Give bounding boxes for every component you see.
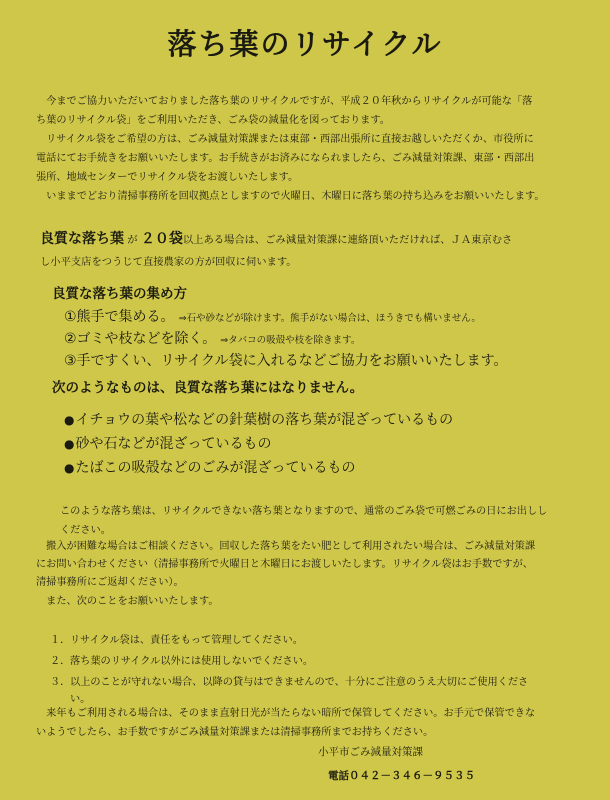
condition-rest: 以上ある場合は、ごみ減量対策課に連絡頂いただければ、ＪＡ東京むさ (182, 234, 513, 246)
list-item-text: 以上のことが守れない場合、以降の貸与はできませんので、十分にご注意のうえ大切にご使用くださ (70, 677, 529, 688)
list-item-text: たばこの吸殻などのごみが混ざっているもの (75, 460, 356, 476)
list-item (50, 651, 528, 672)
bullet-icon: ● (64, 413, 75, 427)
phone-number: 電話０４２－３４６－９５３５ (328, 770, 475, 782)
intro-line: いままでどおり清掃事務所を回収拠点としますので火曜日、木曜日に落ち葉の持ち込みをお願いいたします。 (36, 191, 545, 202)
intro-line: 今までご協力いただいておりました落ち葉のリサイクルですが、平成２０年秋からリサイクルが可能な「落 (36, 96, 533, 107)
bullet-icon: ● (64, 461, 75, 475)
note-line: いようでしたら、お手数ですがごみ減量対策課または清掃事務所までお持ちください。 (36, 727, 434, 738)
step-main: ③手ですくい、リサイクル袋に入れるなどご協力をお願いいたします。 (64, 353, 508, 369)
list-item-text: イチョウの葉や松などの針葉樹の落ち葉が混ざっているもの (75, 412, 454, 428)
intro-paragraph (36, 92, 545, 206)
condition-line-2: し小平支店をつうじて直接農家の方が回収に伺います。 (40, 256, 297, 268)
list-item (64, 408, 453, 432)
list-number: ３． (50, 677, 71, 688)
note-line: 来年もご利用される場合は、そのまま直射日光が当たらない暗所で保管してください。お手元で保管できな (36, 708, 536, 719)
intro-line: 張所、地域センターでリサイクル袋をお渡しいたします。 (36, 172, 299, 183)
collect-steps (64, 306, 507, 372)
condition-particle: が (127, 234, 138, 246)
list-item (64, 456, 453, 480)
step-note: ⇒タバコの吸殻や枝を除きます。 (220, 335, 361, 346)
step-item (64, 350, 507, 372)
department-name: 小平市ごみ減量対策課 (318, 746, 423, 758)
list-number: ２． (50, 656, 71, 667)
step-item (64, 306, 507, 328)
intro-line: リサイクル袋をご希望の方は、ごみ減量対策課または東部・西部出張所に直接お越しいただくか、市役所に (36, 134, 534, 145)
step-item (64, 328, 507, 350)
condition-emphasis-count: ２０袋 (140, 231, 183, 247)
note-line: また、次のことをお願いいたします。 (36, 595, 219, 607)
note-line: 搬入が困難な場合はご相談ください。回収した落ち葉をたい肥として利用されたい場合は、ごみ減量対策課 (36, 541, 536, 552)
step-main: ①熊手で集める。 (64, 309, 175, 325)
rules-list (50, 630, 528, 707)
not-good-heading: 次のようなものは、良質な落ち葉にはなりません。 (52, 380, 364, 396)
list-item (64, 432, 453, 456)
step-note: ⇒石や砂などが除けます。熊手がない場合は、ほうきでも構いません。 (178, 313, 481, 324)
list-item-text: い。 (70, 694, 91, 705)
storage-note (36, 704, 535, 742)
disposal-note (60, 502, 547, 540)
condition-paragraph (40, 228, 512, 273)
bullet-icon: ● (64, 437, 75, 451)
list-item (50, 672, 528, 693)
list-item-text: 落ち葉のリサイクル以外には使用しないでください。 (70, 656, 314, 667)
intro-line: 電話にてお手続きをお願いいたします。お手続きがお済みになられましたら、ごみ減量対策課、東部・西部出 (36, 153, 535, 164)
note-line: にお問い合わせください（清掃事務所で火曜日と木曜日にお渡しいたします。リサイクル袋はお手数ですが、 (36, 559, 533, 571)
list-item-text: 砂や石などが混ざっているもの (75, 436, 272, 452)
step-main: ②ゴミや枝などを除く。 (64, 331, 217, 347)
list-item-text: リサイクル袋は、責任をもって管理してください。 (70, 635, 303, 646)
consultation-note (36, 538, 535, 611)
note-line: 清掃事務所にご返却ください）。 (36, 577, 184, 589)
not-good-list (64, 408, 453, 480)
page-title: 落ち葉のリサイクル (167, 27, 443, 61)
list-number: １． (50, 635, 71, 646)
list-item (50, 630, 528, 651)
condition-emphasis-quality: 良質な落ち葉 (40, 231, 124, 247)
signature (318, 740, 475, 788)
collect-heading: 良質な落ち葉の集め方 (52, 286, 187, 302)
note-line: このような落ち葉は、リサイクルできない落ち葉となりますので、通常のごみ袋で可燃ごみの日にお出しし (60, 506, 548, 517)
intro-line: ち葉のリサイクル袋」をご利用いただき、ごみ袋の減量化を図っております。 (36, 115, 390, 126)
note-line: ください。 (60, 525, 111, 536)
condition-line (40, 228, 512, 251)
